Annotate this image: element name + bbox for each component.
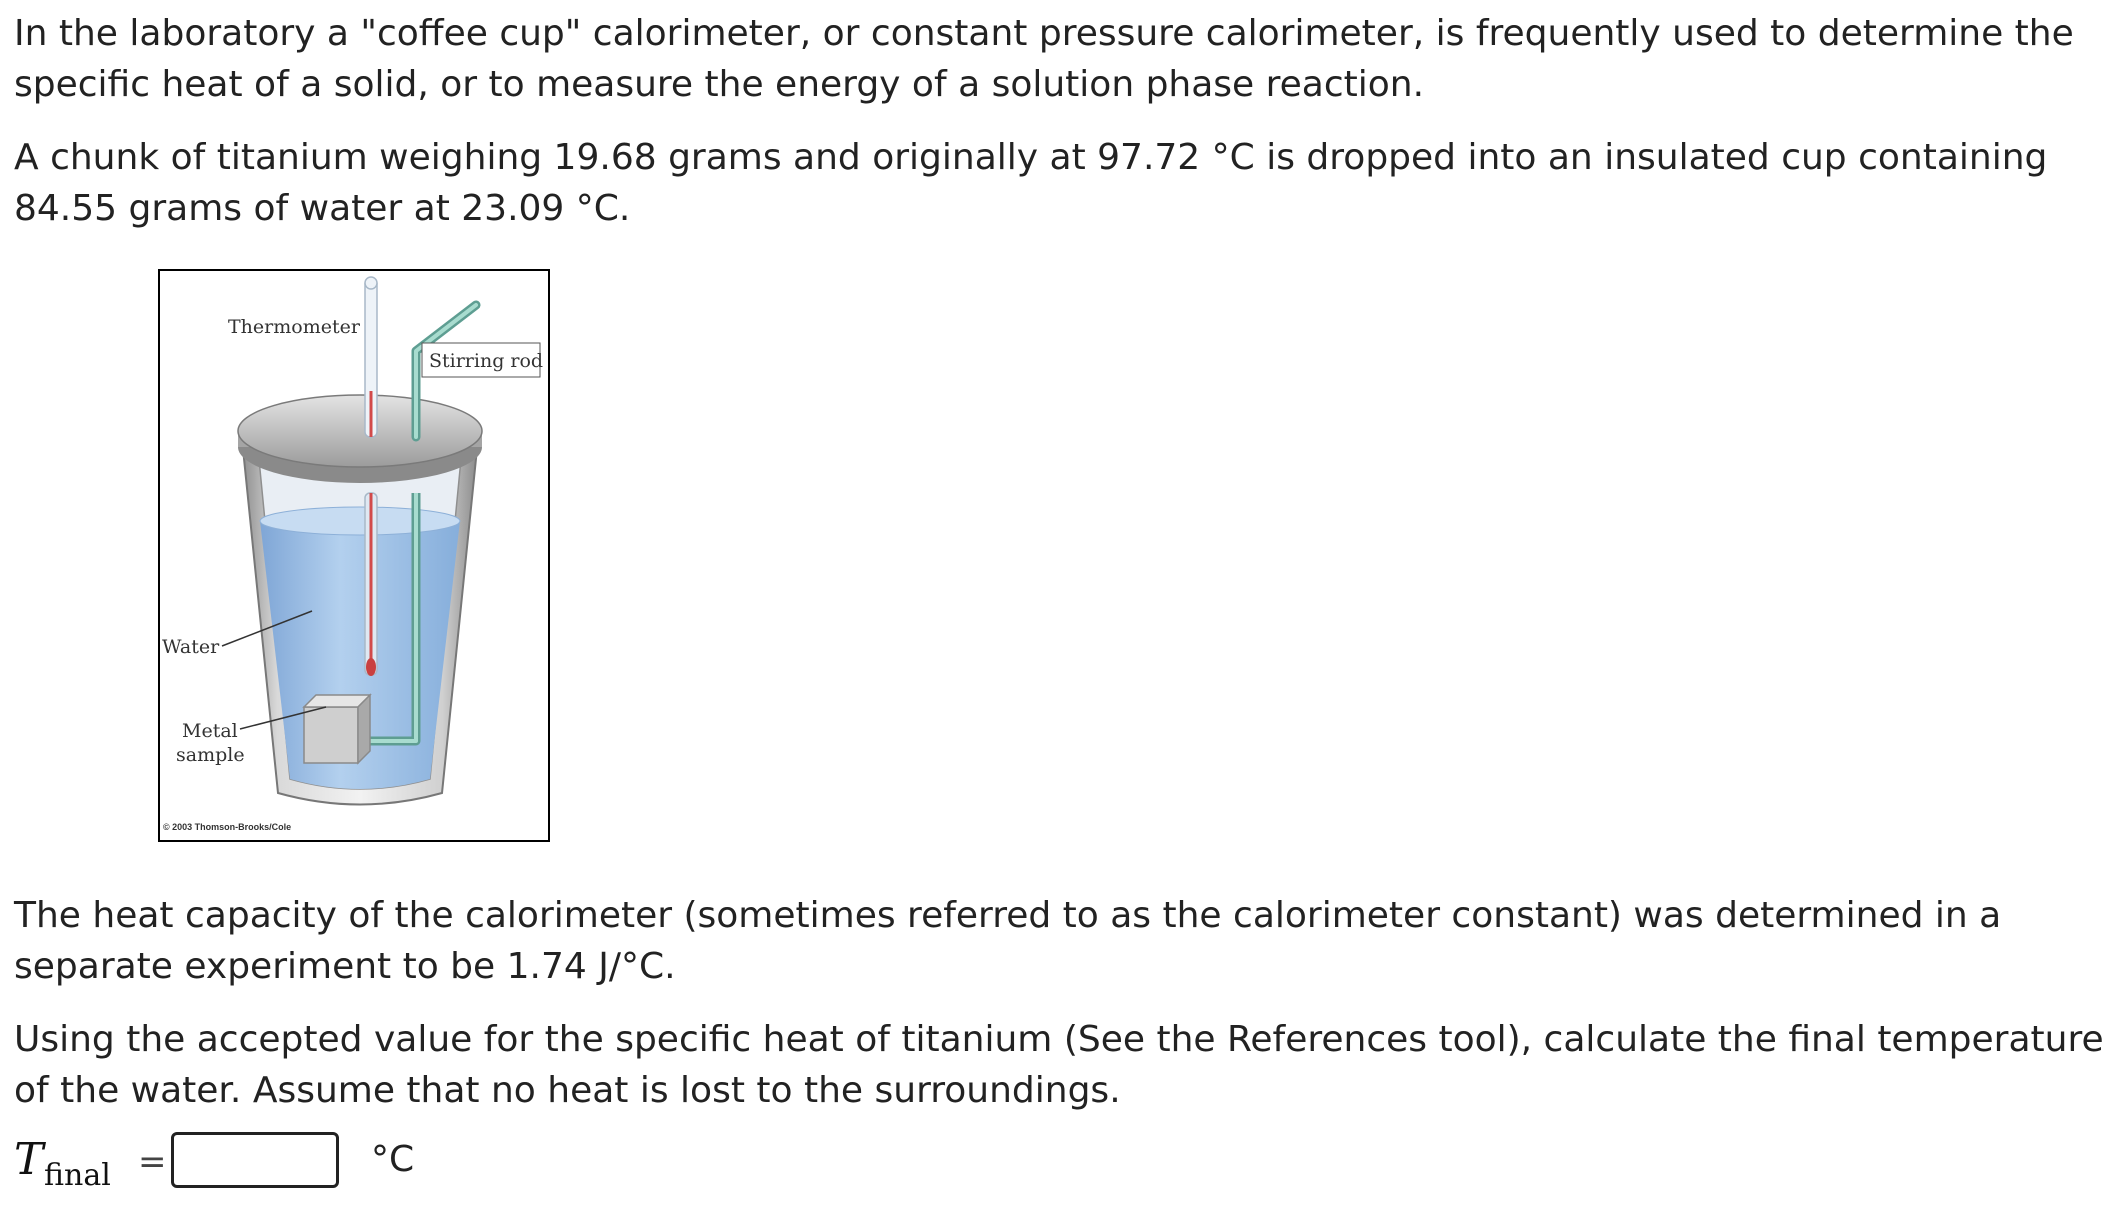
label-water: Water	[162, 636, 220, 658]
intro-paragraph: In the laboratory a "coffee cup" calorimeter, or constant pressure calorimeter, is frequently used to determine the specific heat of a solid, or to measure the energy of a solution phase reaction.	[14, 13, 2074, 105]
label-thermometer: Thermometer	[228, 316, 360, 338]
water-surface	[260, 507, 460, 535]
label-stirring-rod: Stirring rod	[429, 350, 544, 372]
lid-top	[238, 395, 482, 467]
equals-sign: =	[138, 1142, 167, 1182]
thermometer-cap	[365, 277, 377, 289]
copyright-text: © 2003 Thomson-Brooks/Cole	[163, 822, 292, 832]
instruction-paragraph: Using the accepted value for the specific heat of titanium (See the References tool), calculate the final temperature of the water. Assume that no heat is lost to the surroundings.	[14, 1019, 2104, 1111]
label-sample: sample	[176, 744, 245, 766]
answer-variable: T	[14, 1134, 44, 1185]
final-temperature-input[interactable]	[171, 1132, 339, 1188]
answer-row	[14, 1130, 514, 1194]
calorimeter-figure	[158, 269, 550, 842]
unit-label: °C	[371, 1139, 415, 1180]
heat-capacity-paragraph: The heat capacity of the calorimeter (sometimes referred to as the calorimeter constant) was determined in a separate experiment to be 1.74 J/°C.	[14, 895, 2002, 987]
label-metal: Metal	[182, 720, 238, 742]
metal-sample	[304, 707, 358, 763]
problem-paragraph: A chunk of titanium weighing 19.68 grams and originally at 97.72 °C is dropped into an insulated cup containing 84.55 grams of water at 23.09 °C.	[14, 137, 2048, 229]
answer-subscript: final	[44, 1158, 111, 1193]
